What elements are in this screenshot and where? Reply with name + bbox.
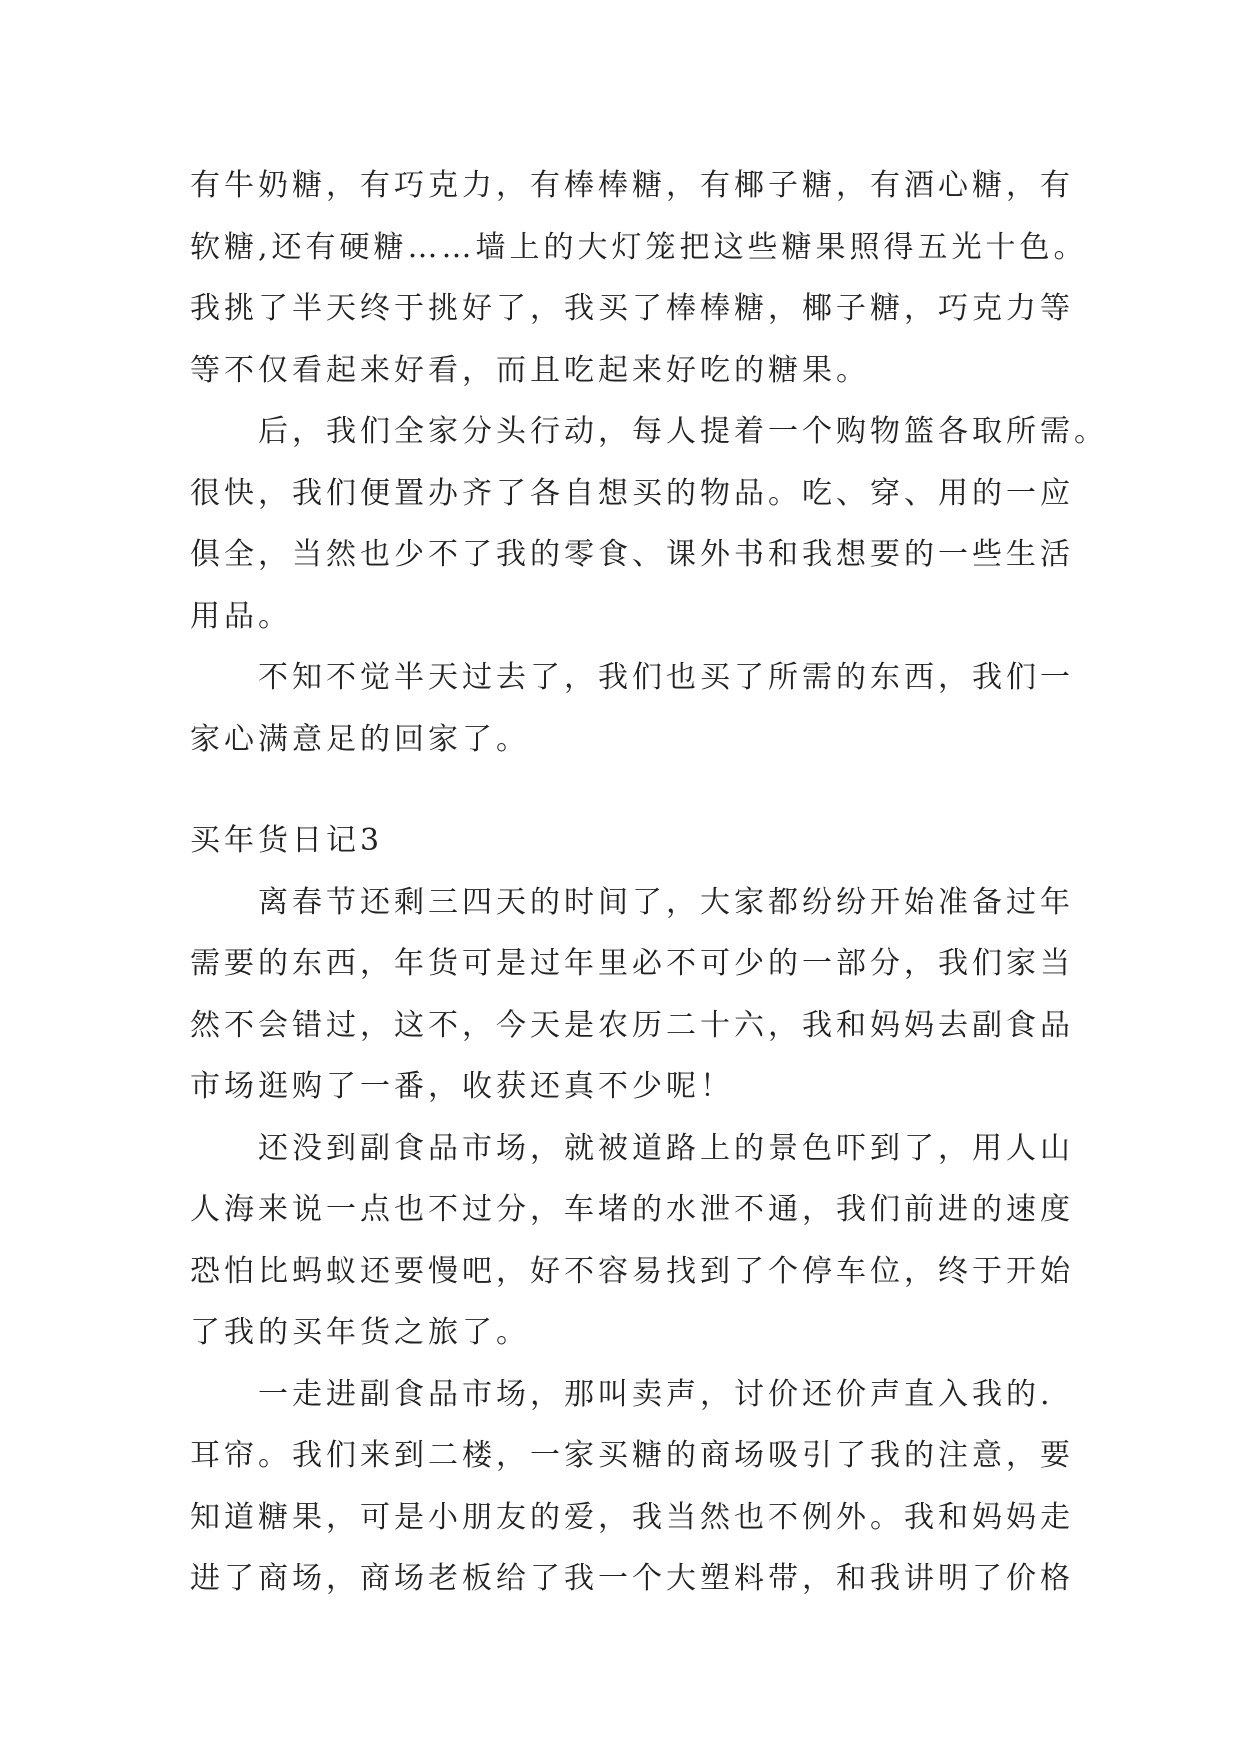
- text-line: 然不会错过，这不，今天是农历二十六，我和妈妈去副食品: [190, 1007, 1074, 1043]
- text-line: 还没到副食品市场，就被道路上的景色吓到了，用人山: [258, 1130, 1074, 1166]
- text-line: 用品。: [190, 598, 292, 634]
- text-line: 家心满意足的回家了。: [190, 721, 530, 757]
- paragraph: [190, 155, 1090, 401]
- text-line: 耳帘。我们来到二楼，一家买糖的商场吸引了我的注意，要: [190, 1438, 1074, 1473]
- text-line: 后，我们全家分头行动，每人提着一个购物篮各取所需。: [258, 414, 1108, 449]
- text-line: 离春节还剩三四天的时间了，大家都纷纷开始准备过年: [258, 884, 1074, 920]
- paragraph: [190, 401, 1108, 647]
- text-line: 我挑了半天终于挑好了，我买了棒棒糖，椰子糖，巧克力等: [190, 291, 1074, 326]
- text-line: 恐怕比蚂蚁还要慢吧，好不容易找到了个停车位，终于开始: [190, 1253, 1074, 1289]
- section-spacer: [190, 770, 1090, 810]
- text-line: 等不仅看起来好看，而且吃起来好吃的糖果。: [190, 352, 870, 388]
- text-line: 很快，我们便置办齐了各自想买的物品。吃、穿、用的一应: [190, 475, 1074, 511]
- paragraph: [190, 647, 1090, 770]
- paragraph: [190, 1118, 1090, 1364]
- text-line: 不知不觉半天过去了，我们也买了所需的东西，我们一: [258, 660, 1074, 695]
- paragraph: [190, 1364, 1090, 1610]
- paragraph: [190, 872, 1090, 1118]
- document-body: [190, 155, 1108, 1610]
- text-line: 市场逛购了一番，收获还真不少呢！: [190, 1069, 734, 1104]
- text-line: 一走进副食品市场，那叫卖声，讨价还价声直入我的.: [258, 1376, 1054, 1412]
- text-line: 软糖,还有硬糖……墙上的大灯笼把这些糖果照得五光十色。: [190, 229, 1088, 265]
- text-line: 人海来说一点也不过分，车堵的水泄不通，我们前进的速度: [190, 1192, 1074, 1227]
- text-line: 了我的买年货之旅了。: [190, 1315, 530, 1350]
- text-line: 进了商场，商场老板给了我一个大塑料带，和我讲明了价格: [190, 1561, 1074, 1596]
- section-title: 买年货日记3: [190, 823, 384, 858]
- text-line: 需要的东西，年货可是过年里必不可少的一部分，我们家当: [190, 946, 1074, 981]
- text-line: 有牛奶糖，有巧克力，有棒棒糖，有椰子糖，有酒心糖，有: [190, 168, 1074, 203]
- text-line: 知道糖果，可是小朋友的爱，我当然也不例外。我和妈妈走: [190, 1499, 1074, 1535]
- text-line: 俱全，当然也少不了我的零食、课外书和我想要的一些生活: [190, 537, 1074, 572]
